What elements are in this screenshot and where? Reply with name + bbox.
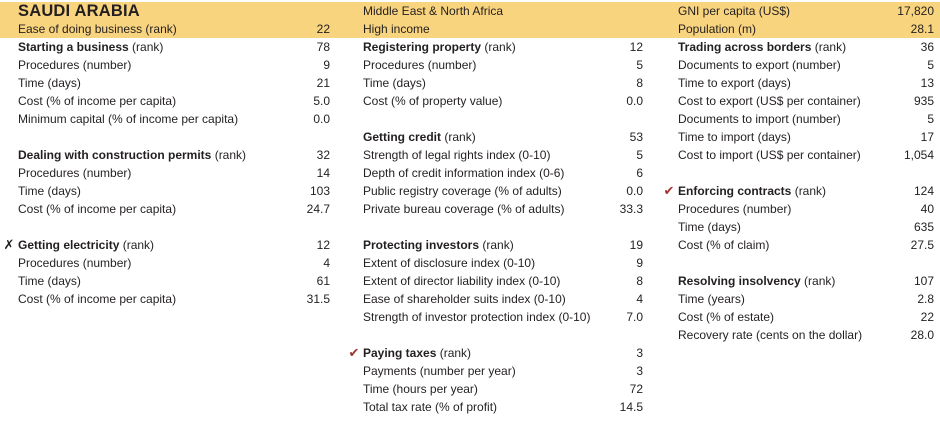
indicator-value: 5 — [636, 148, 643, 162]
indicator-value: 24.7 — [306, 202, 330, 216]
ease-of-business-value: 22 — [316, 22, 330, 36]
section-title: Protecting investors — [363, 238, 480, 252]
spacer — [678, 254, 934, 272]
indicator-value: 6 — [636, 166, 643, 180]
indicator-value: 103 — [309, 184, 330, 198]
section-header-enforcing-contracts — [663, 182, 934, 200]
cross-icon: ✗ — [3, 237, 15, 252]
indicator-row — [363, 92, 643, 110]
indicator-value: 0.0 — [626, 184, 643, 198]
indicator-label: Minimum capital (% of income per capita) — [18, 112, 239, 126]
indicator-row — [363, 56, 643, 74]
indicator-row — [678, 128, 934, 146]
indicator-value: 3 — [636, 364, 643, 378]
indicator-label: Procedures (number) — [18, 58, 132, 72]
indicator-value: 9 — [636, 256, 643, 270]
indicator-value: 5 — [927, 58, 934, 72]
indicator-label: Strength of legal rights index (0-10) — [363, 148, 551, 162]
indicator-value: 935 — [913, 94, 934, 108]
income-group-label: High income — [363, 22, 430, 36]
region-label: Middle East & North Africa — [363, 4, 504, 18]
gni-row — [678, 2, 934, 20]
section-header-resolving-insolvency — [678, 272, 934, 290]
indicator-value: 0.0 — [313, 112, 330, 126]
indicator-row — [678, 236, 934, 254]
indicator-row — [678, 218, 934, 236]
indicator-label: Time (years) — [678, 292, 745, 306]
population-row — [678, 20, 934, 38]
indicator-label: Cost (% of income per capita) — [18, 94, 177, 108]
indicator-value: 14 — [316, 166, 330, 180]
indicator-label: Time (hours per year) — [363, 382, 478, 396]
column-middle — [348, 2, 643, 416]
indicator-value: 8 — [636, 76, 643, 90]
indicator-label: Cost (% of property value) — [363, 94, 503, 108]
section-title: Trading across borders — [678, 40, 812, 54]
spacer — [363, 326, 643, 344]
section-title: Getting electricity — [18, 238, 120, 252]
indicator-row — [678, 110, 934, 128]
indicator-value: 7.0 — [626, 310, 643, 324]
indicator-row — [678, 146, 934, 164]
indicator-label: Time (days) — [678, 220, 741, 234]
indicator-value: 5 — [927, 112, 934, 126]
section-header-construction-permits — [18, 146, 330, 164]
column-right — [663, 2, 934, 344]
indicator-row — [678, 326, 934, 344]
indicator-label: Cost (% of claim) — [678, 238, 770, 252]
indicator-label: Time to import (days) — [678, 130, 791, 144]
column-left — [3, 2, 330, 308]
rank-suffix: (rank) — [436, 346, 472, 360]
indicator-row — [18, 254, 330, 272]
section-header-registering-property — [363, 38, 643, 56]
indicator-row — [18, 74, 330, 92]
indicator-value: 0.0 — [626, 94, 643, 108]
indicator-label: Strength of investor protection index (0-10) — [363, 310, 591, 324]
indicator-value: 4 — [636, 292, 643, 306]
ease-of-business-row — [18, 20, 330, 38]
rank-suffix: (rank) — [128, 40, 164, 54]
section-title: Registering property — [363, 40, 482, 54]
indicator-label: Cost (% of income per capita) — [18, 202, 177, 216]
indicator-row — [363, 398, 643, 416]
indicator-row — [678, 308, 934, 326]
indicator-label: Cost (% of income per capita) — [18, 292, 177, 306]
section-rank: 124 — [913, 184, 934, 198]
section-rank: 3 — [636, 346, 643, 360]
rank-suffix: (rank) — [211, 148, 247, 162]
indicator-label: Ease of shareholder suits index (0-10) — [363, 292, 566, 306]
indicator-value: 635 — [913, 220, 934, 234]
indicator-row — [363, 308, 643, 326]
indicator-value: 21 — [316, 76, 330, 90]
indicator-value: 31.5 — [306, 292, 330, 306]
spacer — [363, 110, 643, 128]
indicator-row — [18, 110, 330, 128]
rank-suffix: (rank) — [800, 274, 836, 288]
indicator-label: Time (days) — [18, 274, 81, 288]
population-value: 28.1 — [910, 22, 934, 36]
section-header-getting-electricity — [3, 236, 330, 254]
indicator-label: Documents to export (number) — [678, 58, 841, 72]
section-header-protecting-investors — [363, 236, 643, 254]
indicator-label: Documents to import (number) — [678, 112, 841, 126]
population-label: Population (m) — [678, 22, 757, 36]
indicator-row — [18, 200, 330, 218]
section-header-getting-credit — [363, 128, 643, 146]
indicator-row — [363, 200, 643, 218]
indicator-row — [18, 182, 330, 200]
indicator-value: 4 — [323, 256, 330, 270]
indicator-label: Payments (number per year) — [363, 364, 516, 378]
indicator-value: 5 — [636, 58, 643, 72]
indicator-row — [18, 92, 330, 110]
indicator-value: 5.0 — [313, 94, 330, 108]
indicator-label: Procedures (number) — [18, 256, 132, 270]
indicator-value: 72 — [629, 382, 643, 396]
indicator-value: 17 — [920, 130, 934, 144]
indicator-label: Extent of disclosure index (0-10) — [363, 256, 536, 270]
section-rank: 32 — [316, 148, 330, 162]
indicator-row — [18, 164, 330, 182]
indicator-row — [678, 92, 934, 110]
indicator-value: 40 — [920, 202, 934, 216]
gni-label: GNI per capita (US$) — [678, 4, 791, 18]
rank-suffix: (rank) — [441, 130, 476, 144]
region-row — [363, 2, 643, 20]
indicator-label: Procedures (number) — [18, 166, 132, 180]
spacer — [678, 164, 934, 182]
income-row — [363, 20, 643, 38]
indicator-label: Procedures (number) — [678, 202, 792, 216]
section-rank: 53 — [629, 130, 643, 144]
indicator-row — [363, 146, 643, 164]
indicator-label: Depth of credit information index (0-6) — [363, 166, 565, 180]
section-header-trading-borders — [678, 38, 934, 56]
check-icon: ✔ — [663, 183, 675, 198]
section-title: Paying taxes — [363, 346, 437, 360]
indicator-label: Time (days) — [18, 76, 81, 90]
section-rank: 19 — [629, 238, 643, 252]
indicator-row — [363, 290, 643, 308]
indicator-row — [363, 380, 643, 398]
indicator-row — [678, 200, 934, 218]
rank-suffix: (rank) — [481, 40, 516, 54]
indicator-label: Time (days) — [363, 76, 426, 90]
rank-suffix: (rank) — [479, 238, 514, 252]
section-rank: 36 — [920, 40, 934, 54]
indicator-row — [678, 74, 934, 92]
check-icon: ✔ — [348, 345, 360, 360]
indicator-value: 8 — [636, 274, 643, 288]
indicator-label: Public registry coverage (% of adults) — [363, 184, 562, 198]
indicator-value: 14.5 — [619, 400, 643, 414]
indicator-label: Recovery rate (cents on the dollar) — [678, 328, 863, 342]
indicator-value: 22 — [920, 310, 934, 324]
indicator-label: Extent of director liability index (0-10) — [363, 274, 561, 288]
indicator-value: 28.0 — [910, 328, 934, 342]
section-rank: 78 — [316, 40, 330, 54]
section-title: Resolving insolvency — [678, 274, 801, 288]
indicator-row — [18, 272, 330, 290]
indicator-label: Cost to import (US$ per container) — [678, 148, 861, 162]
indicator-label: Procedures (number) — [363, 58, 477, 72]
indicator-label: Time (days) — [18, 184, 81, 198]
indicator-value: 27.5 — [910, 238, 934, 252]
indicator-value: 9 — [323, 58, 330, 72]
indicator-label: Time to export (days) — [678, 76, 791, 90]
indicator-label: Cost (% of estate) — [678, 310, 775, 324]
section-header-paying-taxes — [348, 344, 643, 362]
indicator-row — [363, 362, 643, 380]
spacer — [18, 218, 330, 236]
section-title: Enforcing contracts — [678, 184, 792, 198]
indicator-row — [678, 56, 934, 74]
indicator-row — [18, 290, 330, 308]
rank-suffix: (rank) — [791, 184, 827, 198]
indicator-row — [363, 272, 643, 290]
country-title: SAUDI ARABIA — [18, 2, 140, 20]
indicator-value: 1,054 — [903, 148, 934, 162]
rank-suffix: (rank) — [119, 238, 155, 252]
indicator-row — [363, 74, 643, 92]
spacer — [363, 218, 643, 236]
section-rank: 12 — [316, 238, 330, 252]
section-title: Dealing with construction permits — [18, 148, 212, 162]
gni-value: 17,820 — [897, 4, 934, 18]
indicator-value: 13 — [920, 76, 934, 90]
indicator-row — [678, 290, 934, 308]
indicator-value: 33.3 — [619, 202, 643, 216]
ease-of-business-label: Ease of doing business (rank) — [18, 22, 177, 36]
section-header-starting-business — [18, 38, 330, 56]
indicator-label: Cost to export (US$ per container) — [678, 94, 861, 108]
section-title: Getting credit — [363, 130, 442, 144]
spacer — [18, 128, 330, 146]
section-rank: 107 — [913, 274, 934, 288]
indicator-label: Private bureau coverage (% of adults) — [363, 202, 565, 216]
section-title: Starting a business — [18, 40, 129, 54]
indicator-row — [363, 254, 643, 272]
rank-suffix: (rank) — [811, 40, 847, 54]
indicator-row — [18, 56, 330, 74]
indicator-value: 61 — [316, 274, 330, 288]
indicator-label: Total tax rate (% of profit) — [363, 400, 498, 414]
indicator-row — [363, 164, 643, 182]
indicator-row — [363, 182, 643, 200]
indicator-value: 2.8 — [917, 292, 934, 306]
section-rank: 12 — [629, 40, 643, 54]
